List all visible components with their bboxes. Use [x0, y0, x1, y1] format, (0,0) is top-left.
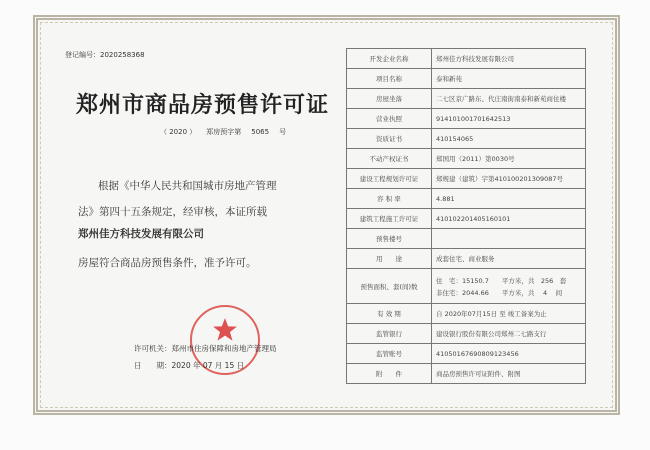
table-row [347, 169, 586, 189]
issuing-authority [134, 343, 277, 354]
row-value: 4.881 [432, 189, 586, 209]
area-line2: 非住宅：2044.66 平方米，共 4 间 [436, 288, 563, 297]
row-label: 资质证书 [347, 129, 432, 149]
row-value: 商品房预售许可证附件、附图 [432, 364, 586, 384]
table-row [347, 189, 586, 209]
date-label: 日 期： [134, 361, 172, 370]
table-row [347, 89, 586, 109]
row-label: 有 效 期 [347, 304, 432, 324]
table-row [347, 109, 586, 129]
row-value: 郑州佳方科技发展有限公司 [432, 49, 586, 69]
row-value: 建设银行股份有限公司郑州二七路支行 [432, 324, 586, 344]
seal-star-icon [212, 317, 238, 343]
issue-date [134, 360, 244, 371]
row-label: 营业执照 [347, 109, 432, 129]
row-value: 泰和新苑 [432, 69, 586, 89]
row-label: 项目名称 [347, 69, 432, 89]
permit-suffix: 号 [279, 128, 287, 136]
table-row [347, 49, 586, 69]
permit-prefix: 郑房预字第 [206, 128, 242, 136]
row-label: 建筑工程施工许可证 [347, 209, 432, 229]
table-row [347, 344, 586, 364]
row-value: 郑规建（建筑）字第410100201309087号 [432, 169, 586, 189]
row-label: 预售面积、套(间)数 [347, 269, 432, 304]
row-value [432, 269, 586, 304]
permit-details-table [346, 48, 586, 384]
date-value: 2020 年 07 月 15 日 [171, 361, 245, 370]
table-row [347, 304, 586, 324]
row-label: 监管账号 [347, 344, 432, 364]
permit-number [160, 127, 296, 137]
registration-label: 登记编号： [65, 51, 100, 59]
table-row [347, 269, 586, 304]
row-label: 房屋坐落 [347, 89, 432, 109]
row-value: 成套住宅、商业服务 [432, 249, 586, 269]
body-line-4: 房屋符合商品房预售条件，准予许可。 [78, 257, 257, 269]
body-company: 郑州佳方科技发展有限公司 [78, 228, 204, 240]
table-row [347, 209, 586, 229]
table-row [347, 69, 586, 89]
row-value: 二七区京广路东、代庄南街南泰和新苑商住楼 [432, 89, 586, 109]
row-label: 监管银行 [347, 324, 432, 344]
row-label: 开发企业名称 [347, 49, 432, 69]
area-line1: 住 宅：15150.7 平方米，共 256 套 [436, 276, 567, 285]
table-row [347, 129, 586, 149]
row-value: 自 2020年07月15日 至 竣工备案为止 [432, 304, 586, 324]
row-value: 41050167690809123456 [432, 344, 586, 364]
row-value: 410102201405160101 [432, 209, 586, 229]
authority-label: 许可机关： [134, 344, 172, 353]
permit-year: （ 2020 ） [160, 128, 197, 136]
table-row [347, 324, 586, 344]
body-line-1: 根据《中华人民共和国城市房地产管理 [98, 180, 277, 192]
table-row [347, 149, 586, 169]
row-label: 预售楼号 [347, 229, 432, 249]
row-label: 不动产权证书 [347, 149, 432, 169]
row-value: 410154065 [432, 129, 586, 149]
row-label: 用 途 [347, 249, 432, 269]
body-line-2: 法》第四十五条规定，经审核，本证所载 [78, 206, 267, 218]
table-row [347, 249, 586, 269]
row-value [432, 229, 586, 249]
row-value: 郑国用（2011）第0030号 [432, 149, 586, 169]
authority-value: 郑州市住房保障和房地产管理局 [171, 344, 277, 353]
permit-number-value: 5065 [251, 128, 270, 136]
registration-value: 2020258368 [100, 51, 145, 59]
row-label: 附 件 [347, 364, 432, 384]
row-label: 建设工程规划许可证 [347, 169, 432, 189]
table-row [347, 364, 586, 384]
row-label: 容 积 率 [347, 189, 432, 209]
registration-number [65, 50, 145, 60]
certificate-title: 郑州市商品房预售许可证 [76, 93, 330, 118]
row-value: 91410100170164251З [432, 109, 586, 129]
table-row [347, 229, 586, 249]
